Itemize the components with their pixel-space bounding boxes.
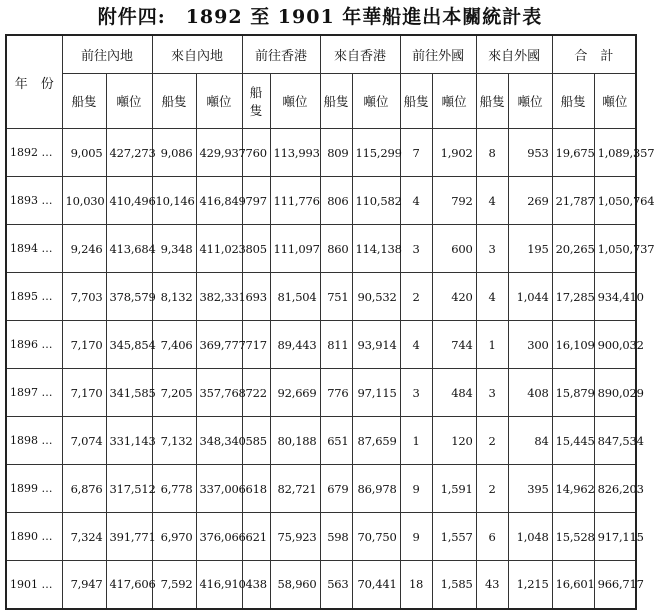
tonnage-cell: 115,299	[352, 129, 400, 177]
tonnage-header: 噸位	[352, 74, 400, 129]
tonnage-cell: 1,044	[508, 273, 552, 321]
tonnage-cell: 341,585	[106, 369, 152, 417]
tonnage-cell: 113,993	[270, 129, 320, 177]
tonnage-cell: 97,115	[352, 369, 400, 417]
tonnage-cell: 416,849	[196, 177, 242, 225]
ships-cell: 621	[242, 513, 270, 561]
ships-cell: 563	[320, 561, 352, 609]
year-cell: 1897 …	[6, 369, 62, 417]
ships-cell: 805	[242, 225, 270, 273]
tonnage-cell: 847,534	[594, 417, 636, 465]
table-row	[6, 513, 636, 561]
tonnage-cell: 395	[508, 465, 552, 513]
tonnage-cell: 420	[432, 273, 476, 321]
ships-cell: 15,445	[552, 417, 594, 465]
ships-cell: 797	[242, 177, 270, 225]
table-row	[6, 273, 636, 321]
ships-cell: 7,170	[62, 321, 106, 369]
ships-header: 船隻	[152, 74, 196, 129]
ships-cell: 9,005	[62, 129, 106, 177]
ships-cell: 10,146	[152, 177, 196, 225]
ships-cell: 3	[476, 225, 508, 273]
tonnage-cell: 269	[508, 177, 552, 225]
year-cell: 1899 …	[6, 465, 62, 513]
ships-cell: 43	[476, 561, 508, 609]
tonnage-cell: 416,910	[196, 561, 242, 609]
tonnage-cell: 890,029	[594, 369, 636, 417]
year-column-header: 年 份	[6, 35, 62, 129]
tonnage-header: 噸位	[508, 74, 552, 129]
ships-cell: 6,970	[152, 513, 196, 561]
tonnage-cell: 84	[508, 417, 552, 465]
tonnage-cell: 300	[508, 321, 552, 369]
ships-header: 船隻	[242, 74, 270, 129]
ships-cell: 438	[242, 561, 270, 609]
shipping-statistics-table	[5, 34, 654, 610]
ships-header: 船隻	[62, 74, 106, 129]
ships-cell: 8,132	[152, 273, 196, 321]
tonnage-cell: 80,188	[270, 417, 320, 465]
ships-cell: 7,074	[62, 417, 106, 465]
ships-cell: 1	[400, 417, 432, 465]
ships-cell: 16,109	[552, 321, 594, 369]
ships-cell: 16,601	[552, 561, 594, 609]
ships-cell: 21,787	[552, 177, 594, 225]
tonnage-cell: 953	[508, 129, 552, 177]
group-header: 前往外國	[400, 35, 476, 74]
tonnage-cell: 1,215	[508, 561, 552, 609]
ships-cell: 20,265	[552, 225, 594, 273]
ships-cell: 7,324	[62, 513, 106, 561]
tonnage-cell: 417,606	[106, 561, 152, 609]
tonnage-cell: 1,048	[508, 513, 552, 561]
ships-cell: 618	[242, 465, 270, 513]
page-title: 附件四: 1892 至 1901 年華船進出本關統計表	[97, 6, 543, 28]
tonnage-cell: 337,006	[196, 465, 242, 513]
tonnage-cell: 966,717	[594, 561, 636, 609]
tonnage-cell: 75,923	[270, 513, 320, 561]
year-cell: 1901 …	[6, 561, 62, 609]
tonnage-cell: 826,203	[594, 465, 636, 513]
tonnage-header: 噸位	[432, 74, 476, 129]
tonnage-cell: 413,684	[106, 225, 152, 273]
ships-cell: 2	[476, 465, 508, 513]
ships-cell: 9,086	[152, 129, 196, 177]
tonnage-cell: 484	[432, 369, 476, 417]
ships-cell: 585	[242, 417, 270, 465]
tonnage-cell: 934,410	[594, 273, 636, 321]
tonnage-cell: 744	[432, 321, 476, 369]
tonnage-cell: 410,496	[106, 177, 152, 225]
tonnage-cell: 792	[432, 177, 476, 225]
table-row	[6, 417, 636, 465]
tonnage-cell: 92,669	[270, 369, 320, 417]
table-row	[6, 369, 636, 417]
tonnage-cell: 114,138	[352, 225, 400, 273]
tonnage-cell: 348,340	[196, 417, 242, 465]
group-header: 來自外國	[476, 35, 552, 74]
tonnage-header: 噸位	[196, 74, 242, 129]
ships-header: 船隻	[320, 74, 352, 129]
ships-cell: 809	[320, 129, 352, 177]
tonnage-cell: 58,960	[270, 561, 320, 609]
year-cell: 1898 …	[6, 417, 62, 465]
ships-cell: 3	[400, 225, 432, 273]
ships-cell: 693	[242, 273, 270, 321]
table-row	[6, 465, 636, 513]
ships-cell: 9	[400, 465, 432, 513]
tonnage-cell: 90,532	[352, 273, 400, 321]
ships-cell: 17,285	[552, 273, 594, 321]
ships-cell: 2	[476, 417, 508, 465]
ships-cell: 651	[320, 417, 352, 465]
ships-cell: 18	[400, 561, 432, 609]
tonnage-cell: 345,854	[106, 321, 152, 369]
ships-cell: 7,947	[62, 561, 106, 609]
tonnage-cell: 89,443	[270, 321, 320, 369]
tonnage-cell: 1,557	[432, 513, 476, 561]
tonnage-cell: 70,750	[352, 513, 400, 561]
ships-cell: 679	[320, 465, 352, 513]
tonnage-cell: 408	[508, 369, 552, 417]
ships-cell: 4	[400, 321, 432, 369]
ships-cell: 717	[242, 321, 270, 369]
ships-cell: 4	[476, 273, 508, 321]
tonnage-cell: 1,050,737	[594, 225, 636, 273]
ships-cell: 3	[476, 369, 508, 417]
ships-cell: 7,592	[152, 561, 196, 609]
group-header: 前往香港	[242, 35, 320, 74]
tonnage-cell: 70,441	[352, 561, 400, 609]
ships-cell: 4	[400, 177, 432, 225]
table-row	[6, 225, 636, 273]
ships-cell: 7,703	[62, 273, 106, 321]
tonnage-cell: 87,659	[352, 417, 400, 465]
ships-cell: 598	[320, 513, 352, 561]
ships-header: 船隻	[400, 74, 432, 129]
ships-cell: 6	[476, 513, 508, 561]
group-header: 合 計	[552, 35, 636, 74]
tonnage-cell: 600	[432, 225, 476, 273]
tonnage-cell: 195	[508, 225, 552, 273]
tonnage-cell: 82,721	[270, 465, 320, 513]
year-cell: 1890 …	[6, 513, 62, 561]
sub-header-row	[6, 74, 636, 129]
tonnage-cell: 369,777	[196, 321, 242, 369]
tonnage-cell: 1,050,764	[594, 177, 636, 225]
ships-cell: 15,879	[552, 369, 594, 417]
tonnage-cell: 427,273	[106, 129, 152, 177]
year-cell: 1896 …	[6, 321, 62, 369]
ships-cell: 7,205	[152, 369, 196, 417]
ships-cell: 8	[476, 129, 508, 177]
ships-cell: 3	[400, 369, 432, 417]
group-header: 前往內地	[62, 35, 152, 74]
tonnage-cell: 1,902	[432, 129, 476, 177]
table-row	[6, 129, 636, 177]
ships-cell: 7,132	[152, 417, 196, 465]
tonnage-cell: 111,097	[270, 225, 320, 273]
ships-cell: 6,876	[62, 465, 106, 513]
year-cell: 1892 …	[6, 129, 62, 177]
ships-cell: 9	[400, 513, 432, 561]
tonnage-cell: 411,023	[196, 225, 242, 273]
tonnage-cell: 376,066	[196, 513, 242, 561]
tonnage-header: 噸位	[106, 74, 152, 129]
group-header: 來自內地	[152, 35, 242, 74]
tonnage-header: 噸位	[270, 74, 320, 129]
tonnage-cell: 382,331	[196, 273, 242, 321]
ships-cell: 860	[320, 225, 352, 273]
ships-cell: 9,348	[152, 225, 196, 273]
ships-cell: 7	[400, 129, 432, 177]
ships-cell: 6,778	[152, 465, 196, 513]
year-cell: 1893 …	[6, 177, 62, 225]
tonnage-header: 噸位	[594, 74, 636, 129]
tonnage-cell: 1,585	[432, 561, 476, 609]
ships-cell: 760	[242, 129, 270, 177]
tonnage-cell: 1,089,357	[594, 129, 636, 177]
year-cell: 1894 …	[6, 225, 62, 273]
tonnage-cell: 111,776	[270, 177, 320, 225]
year-cell: 1895 …	[6, 273, 62, 321]
ships-cell: 722	[242, 369, 270, 417]
tonnage-cell: 81,504	[270, 273, 320, 321]
tonnage-cell: 93,914	[352, 321, 400, 369]
table-row	[6, 561, 636, 609]
tonnage-cell: 110,582	[352, 177, 400, 225]
tonnage-cell: 900,032	[594, 321, 636, 369]
tonnage-cell: 86,978	[352, 465, 400, 513]
tonnage-cell: 120	[432, 417, 476, 465]
ships-cell: 776	[320, 369, 352, 417]
table-row	[6, 177, 636, 225]
tonnage-cell: 317,512	[106, 465, 152, 513]
table-row	[6, 321, 636, 369]
ships-cell: 19,675	[552, 129, 594, 177]
ships-cell: 4	[476, 177, 508, 225]
ships-cell: 9,246	[62, 225, 106, 273]
tonnage-cell: 429,937	[196, 129, 242, 177]
ships-cell: 2	[400, 273, 432, 321]
tonnage-cell: 378,579	[106, 273, 152, 321]
ships-cell: 1	[476, 321, 508, 369]
tonnage-cell: 1,591	[432, 465, 476, 513]
ships-cell: 15,528	[552, 513, 594, 561]
tonnage-cell: 357,768	[196, 369, 242, 417]
ships-cell: 10,030	[62, 177, 106, 225]
group-header: 來自香港	[320, 35, 400, 74]
ships-cell: 806	[320, 177, 352, 225]
tonnage-cell: 391,771	[106, 513, 152, 561]
ships-cell: 751	[320, 273, 352, 321]
tonnage-cell: 331,143	[106, 417, 152, 465]
ships-header: 船隻	[476, 74, 508, 129]
tonnage-cell: 917,115	[594, 513, 636, 561]
table-body	[6, 129, 654, 609]
ships-cell: 7,406	[152, 321, 196, 369]
ships-cell: 811	[320, 321, 352, 369]
ships-header: 船隻	[552, 74, 594, 129]
ships-cell: 14,962	[552, 465, 594, 513]
ships-cell: 7,170	[62, 369, 106, 417]
